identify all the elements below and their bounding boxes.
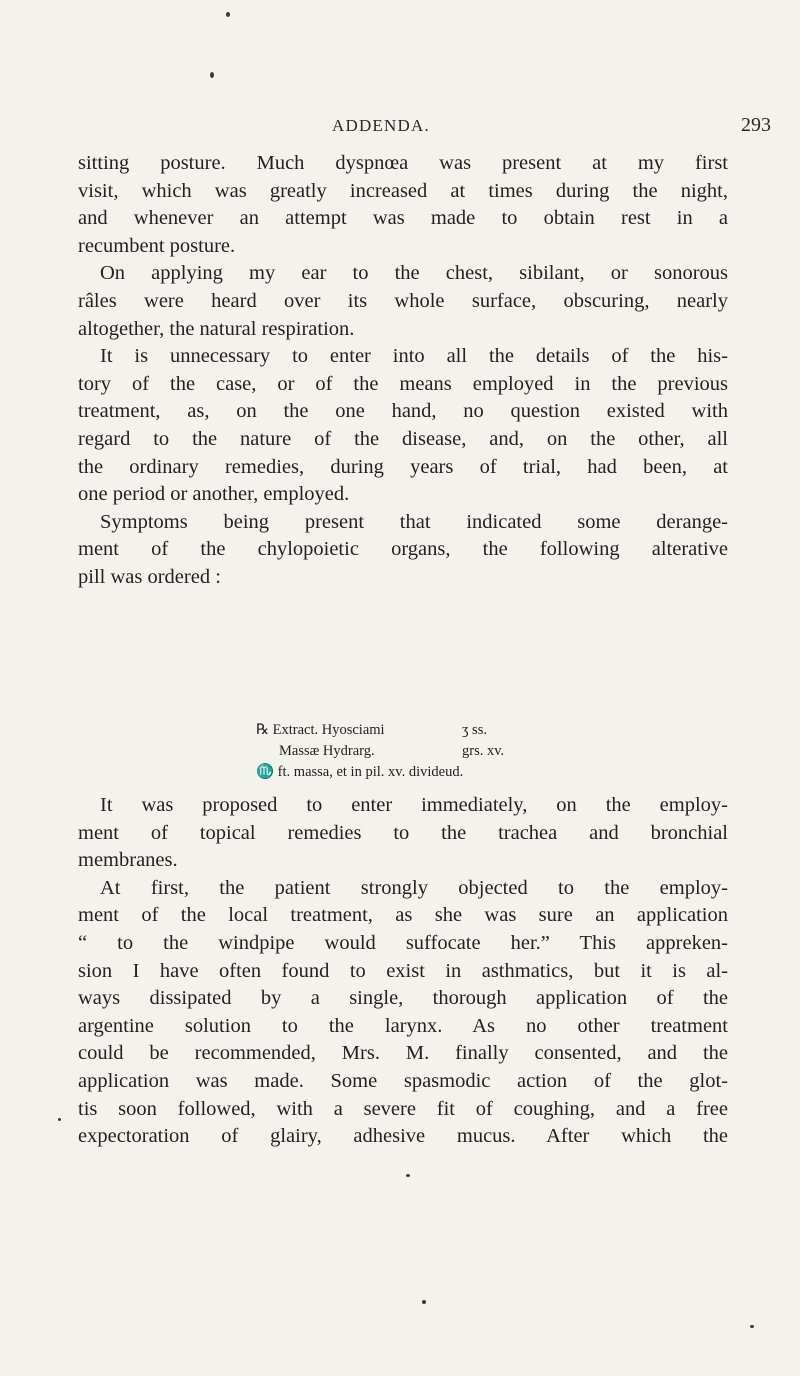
text-line: Symptoms being present that indicated some derange- xyxy=(100,510,728,533)
text-line: application was made. Some spasmodic action of the glot- xyxy=(78,1069,728,1092)
running-title: ADDENDA. xyxy=(332,116,430,135)
paper-speck xyxy=(226,12,230,17)
prescription-line xyxy=(256,720,616,741)
text-line: ways dissipated by a single, thorough application of the xyxy=(78,987,728,1010)
paper-speck xyxy=(58,1118,61,1121)
paper-speck xyxy=(750,1325,754,1328)
text-line: membranes. xyxy=(78,849,178,872)
text-line: visit, which was greatly increased at times during the night, xyxy=(78,179,728,202)
prescription-line xyxy=(256,762,616,783)
text-line: regard to the nature of the disease, and, on the other, all xyxy=(78,427,728,450)
prescription-ingredient: ℞ Extract. Hyosciami xyxy=(256,722,385,738)
running-head xyxy=(0,116,800,140)
paper-speck xyxy=(422,1300,426,1304)
text-line: treatment, as, on the one hand, no question existed with xyxy=(78,400,728,423)
paper-speck xyxy=(210,72,214,78)
prescription-ingredient: ♏ ft. massa, et in pil. xv. divideud. xyxy=(256,764,464,780)
prescription-formula xyxy=(256,720,616,783)
text-line: could be recommended, Mrs. M. finally consented, and the xyxy=(78,1042,728,1065)
prescription-line xyxy=(256,741,616,762)
text-line: sitting posture. Much dyspnœa was present at my first xyxy=(78,152,728,174)
text-line: “ to the windpipe would suffocate her.” This appreken- xyxy=(78,931,728,954)
text-line: tis soon followed, with a severe fit of coughing, and a free xyxy=(78,1097,728,1120)
text-line: recumbent posture. xyxy=(78,234,236,257)
body-text-upper xyxy=(78,150,728,592)
text-line: sion I have often found to exist in asthmatics, but it is al- xyxy=(78,959,728,982)
prescription-quantity: grs. xv. xyxy=(462,743,505,759)
text-line: It is unnecessary to enter into all the details of the his- xyxy=(100,345,728,368)
text-line: altogether, the natural respiration. xyxy=(78,317,355,340)
text-line: It was proposed to enter immediately, on the employ- xyxy=(100,794,728,816)
page-number: 293 xyxy=(741,114,771,136)
text-line: tory of the case, or of the means employed in the previous xyxy=(78,372,728,395)
text-line: râles were heard over its whole surface, obscuring, nearly xyxy=(78,289,728,312)
text-line: argentine solution to the larynx. As no other treatment xyxy=(78,1014,728,1037)
text-line: expectoration of glairy, adhesive mucus. After which the xyxy=(78,1125,728,1148)
body-text-lower xyxy=(78,792,728,1151)
text-line: and whenever an attempt was made to obtain rest in a xyxy=(78,207,728,230)
paper-speck xyxy=(406,1174,410,1177)
text-line: ment of topical remedies to the trachea and bronchial xyxy=(78,821,728,844)
prescription-quantity: ʒ ss. xyxy=(462,722,487,738)
text-line: On applying my ear to the chest, sibilant, or sonorous xyxy=(100,262,728,285)
text-line: ment of the local treatment, as she was sure an application xyxy=(78,904,728,927)
text-line: one period or another, employed. xyxy=(78,483,350,506)
text-line: ment of the chylopoietic organs, the following alterative xyxy=(78,538,728,561)
text-line: pill was ordered : xyxy=(78,565,221,588)
prescription-ingredient: Massæ Hydrarg. xyxy=(279,743,375,759)
text-line: At first, the patient strongly objected to the employ- xyxy=(100,876,728,899)
text-line: the ordinary remedies, during years of trial, had been, at xyxy=(78,455,728,478)
